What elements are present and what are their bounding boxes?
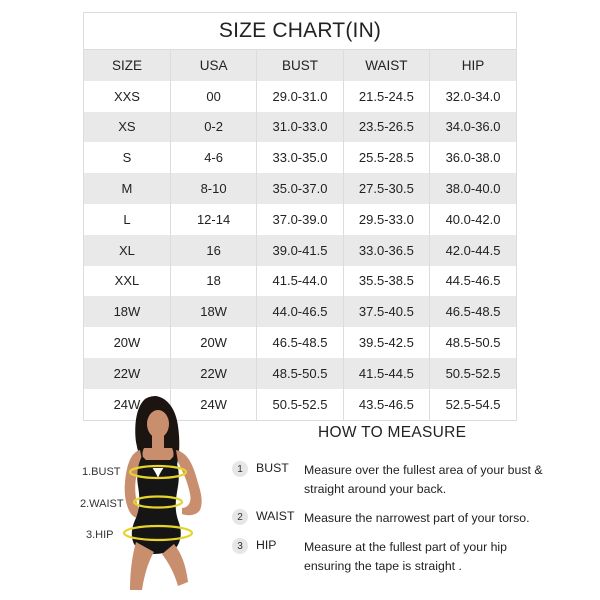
table-cell: 32.0-34.0 xyxy=(445,88,501,104)
table-cell: 22W xyxy=(84,358,170,389)
table-cell: 18W xyxy=(170,296,256,327)
table-cell: 41.5-44.0 xyxy=(257,266,343,297)
table-cell: 18W xyxy=(84,296,170,327)
table-cell: 44.5-46.5 xyxy=(445,273,501,289)
header-bust: BUST xyxy=(257,50,343,81)
chart-title: SIZE CHART(IN) xyxy=(84,13,516,50)
neck-shape xyxy=(152,434,164,448)
table-cell: 48.5-50.5 xyxy=(445,335,501,351)
table-row xyxy=(84,173,516,204)
table-cell: M xyxy=(84,173,170,204)
table-cell: XXS xyxy=(84,81,170,112)
table-cell: 46.5-48.5 xyxy=(257,327,343,358)
face-shape xyxy=(147,410,169,438)
table-row xyxy=(84,142,516,173)
table-cell: 40.0-42.0 xyxy=(445,211,501,227)
table-cell: 22W xyxy=(170,358,256,389)
step-name: BUST xyxy=(256,461,289,475)
table-cell: 12-14 xyxy=(170,204,256,235)
table-cell: 37.0-39.0 xyxy=(257,204,343,235)
table-cell: L xyxy=(84,204,170,235)
table-cell: 38.0-40.0 xyxy=(430,173,516,204)
table-cell: 46.5-48.5 xyxy=(430,296,516,327)
table-cell: 23.5-26.5 xyxy=(343,112,429,143)
table-cell: 24W xyxy=(84,389,170,420)
table-cell: 42.0-44.5 xyxy=(430,235,516,266)
table-cell: 37.5-40.5 xyxy=(343,296,429,327)
size-chart xyxy=(83,12,517,421)
table-cell: S xyxy=(84,142,170,173)
bust-label: 1.BUST xyxy=(82,466,121,478)
waist-label: 2.WAIST xyxy=(80,498,124,510)
step-description: Measure at the fullest part of your hip ensuring the tape is straight . xyxy=(304,540,508,573)
table-cell: 44.0-46.5 xyxy=(257,296,343,327)
step-description: Measure over the fullest area of your bust & straight around your back. xyxy=(304,463,543,496)
step-name: WAIST xyxy=(256,509,295,523)
table-cell: 50.5-52.5 xyxy=(257,389,343,420)
size-table xyxy=(84,50,516,420)
table-cell: XS xyxy=(84,112,170,143)
step-description: Measure the narrowest part of your torso. xyxy=(304,511,530,525)
table-cell: 4-6 xyxy=(170,142,256,173)
table-cell: 0-2 xyxy=(170,112,256,143)
table-cell: XXL xyxy=(84,266,170,297)
table-cell: 29.5-33.0 xyxy=(343,204,429,235)
table-cell: 24W xyxy=(170,389,256,420)
table-cell: 16 xyxy=(170,235,256,266)
table-row xyxy=(84,296,516,327)
table-cell: 52.5-54.5 xyxy=(445,396,501,412)
table-cell: XL xyxy=(84,235,170,266)
table-cell: 21.5-24.5 xyxy=(343,81,429,112)
table-cell: 33.0-36.5 xyxy=(343,235,429,266)
header-usa: USA xyxy=(170,50,256,81)
table-cell: 20W xyxy=(84,327,170,358)
table-row xyxy=(84,266,516,297)
table-cell: 35.5-38.5 xyxy=(343,266,429,297)
table-cell: 20W xyxy=(170,327,256,358)
header-size: SIZE xyxy=(84,50,170,81)
table-cell: 39.5-42.5 xyxy=(343,327,429,358)
table-cell: 39.0-41.5 xyxy=(257,235,343,266)
table-row xyxy=(84,235,516,266)
model-figure xyxy=(78,390,253,600)
hip-label: 3.HIP xyxy=(86,529,114,541)
table-row xyxy=(84,327,516,358)
header-waist: WAIST xyxy=(343,50,429,81)
table-body xyxy=(84,81,516,420)
how-to-measure-title: HOW TO MEASURE xyxy=(318,424,467,441)
table-row xyxy=(84,204,516,235)
table-cell: 33.0-35.0 xyxy=(257,142,343,173)
table-row xyxy=(84,112,516,143)
step-number-badge: 2 xyxy=(232,509,248,525)
table-cell: 41.5-44.5 xyxy=(343,358,429,389)
table-cell: 18 xyxy=(170,266,256,297)
table-cell: 34.0-36.0 xyxy=(430,112,516,143)
header-hip: HIP xyxy=(430,50,516,81)
table-cell: 31.0-33.0 xyxy=(257,112,343,143)
table-cell: 00 xyxy=(170,81,256,112)
table-cell: 43.5-46.5 xyxy=(343,389,429,420)
table-cell: 36.0-38.0 xyxy=(445,150,501,166)
table-cell: 35.0-37.0 xyxy=(257,173,343,204)
step-number-badge: 3 xyxy=(232,538,248,554)
table-header-row xyxy=(84,50,516,81)
table-row xyxy=(84,358,516,389)
step-name: HIP xyxy=(256,538,277,552)
step-number-badge: 1 xyxy=(232,461,248,477)
table-cell: 27.5-30.5 xyxy=(343,173,429,204)
table-cell: 50.5-52.5 xyxy=(430,358,516,389)
table-cell: 29.0-31.0 xyxy=(257,81,343,112)
table-cell: 25.5-28.5 xyxy=(343,142,429,173)
table-cell: 8-10 xyxy=(170,173,256,204)
table-row xyxy=(84,81,516,112)
table-cell: 48.5-50.5 xyxy=(257,358,343,389)
chest-shape xyxy=(143,448,174,460)
